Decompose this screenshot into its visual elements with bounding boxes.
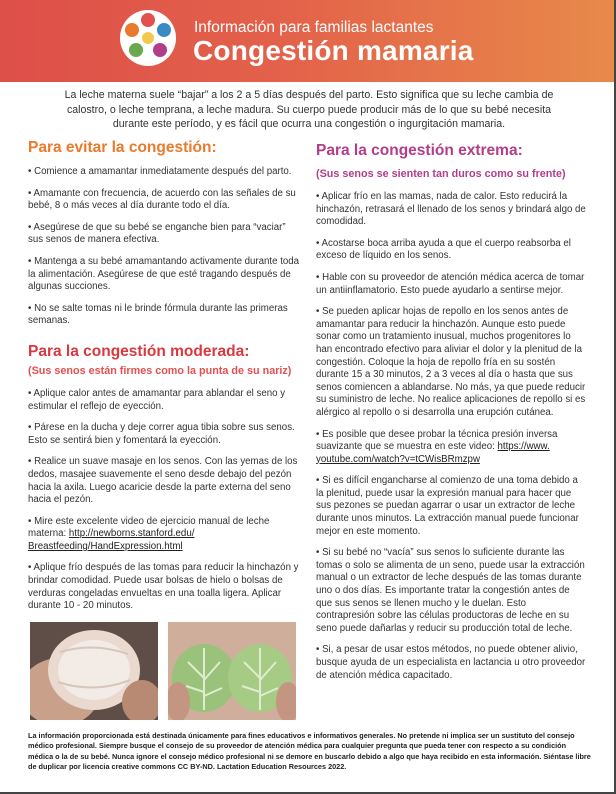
ice-pack-photo bbox=[30, 622, 158, 720]
avoid-item: • Mantenga a su bebé amamantando activamente durante toda la alimentación. Asegúrese de que esté tragando después de algunas succiones. bbox=[28, 255, 300, 293]
reverse-pressure-video-link[interactable]: https://www. youtube.com/watch?v=tCWisBRmzpw bbox=[316, 441, 550, 465]
extreme-video-text: • Es posible que desee probar la técnica presión inversa suavizante que se muestra en este video: bbox=[316, 428, 558, 453]
header-subtitle: Información para familias lactantes bbox=[194, 19, 434, 36]
intro-paragraph: La leche materna suele “bajar” a los 2 a 5 días después del parto. Esto significa que su leche cambia de calostro, o leche temprana, a leche madura. Su cuerpo puede producir más de lo que su bebé necesita durante este período, y es fácil que ocurra una congestión o ingurgitación mamaria. bbox=[64, 89, 554, 130]
extreme-item: • Hable con su proveedor de atención médica acerca de tomar un antiinflamatorio. Esto puede ayudarlo a sentirse mejor. bbox=[316, 271, 585, 296]
moderate-subheading: (Sus senos están firmes como la punta de su nariz) bbox=[28, 364, 292, 377]
moderate-item: • Párese en la ducha y deje correr agua tibia sobre sus senos. Esto se sentirá bien y fomentará la eyección. bbox=[28, 422, 295, 446]
avoid-heading: Para evitar la congestión: bbox=[28, 139, 217, 156]
extreme-video-item bbox=[316, 429, 586, 467]
avoid-item: • Amamante con frecuencia, de acuerdo con las señales de su bebé, 8 o más veces al día durante todo el día. bbox=[28, 187, 296, 212]
moderate-item: • Aplique frío después de las tomas para reducir la hinchazón y brindar comodidad. Puede usar bolsas de hielo o bolsas de verduras congeladas envueltas en una toalla ligera. Aplicar durante 10 - 20 minutos. bbox=[28, 562, 299, 612]
extreme-heading: Para la congestión extrema: bbox=[316, 142, 523, 159]
moderate-item: • Aplique calor antes de amamantar para ablandar el seno y estimular el reflejo de eyección. bbox=[28, 387, 286, 412]
photo-strip bbox=[30, 622, 298, 720]
moderate-video-text: • Mire este excelente video de ejercicio manual de leche materna: bbox=[28, 515, 270, 540]
moderate-video-item bbox=[28, 516, 300, 554]
left-column bbox=[28, 138, 300, 613]
extreme-item: • Aplicar frío en las mamas, nada de calor. Esto reducirá la hinchazón, retrasará el llenado de los senos y brindará algo de comodidad. bbox=[316, 191, 586, 228]
cabbage-leaves-photo bbox=[168, 622, 296, 720]
disclaimer-footer: La información proporcionada está destinada únicamente para fines educativos e informativos generales. No pretende ni implica ser un sustituto del consejo médico profesional. Siempre busque el consejo de su proveedor de atención médica para cualquier pregunta que pueda tener con respecto a su condición médica o la de su bebé. Nunca ignore el consejo médico profesional ni se demore en buscarlo debido a algo que haya recibido en esta información. Siéntase libre de duplicar por licencia creative commons CC BY-ND. Lactation Education Resources 2022. bbox=[28, 731, 591, 771]
lactation-logo-icon bbox=[118, 8, 178, 68]
right-column bbox=[316, 141, 586, 682]
extreme-item: • Si es difícil engancharse al comienzo de una toma debido a la plenitud, puede usar la expresión manual para hacer que sus pezones se puedan agarrar o usar un extractor de leche durante unos minutos. La extracción manual puede funcionar mejor en este momento. bbox=[316, 475, 579, 537]
avoid-item: • No se salte tomas ni le brinde fórmula durante las primeras semanas. bbox=[28, 302, 288, 327]
page-title: Congestión mamaria bbox=[193, 35, 474, 66]
moderate-heading: Para la congestión moderada: bbox=[28, 342, 250, 360]
hand-expression-link[interactable]: http://newborns.stanford.edu/ Breastfeeding/HandExpression.html bbox=[28, 528, 195, 552]
extreme-item: • Se pueden aplicar hojas de repollo en los senos antes de amamantar para reducir la hinchazón. Aunque esto puede sonar como un tratamiento inusual, muchos progenitores lo han encontrado efectivo para aliviar el dolor y la plenitud de la congestión. Coloque la hoja de repollo fría en su sostén durante 15 a 30 minutos, 2 a 3 veces al día o hasta que sus senos comiencen a ablandarse. No más, ya que puede reducir su suministro de leche. No realice aplicaciones de repollo si es alérgico al repollo o si desarrolla una erupción cutánea. bbox=[316, 306, 586, 418]
header-banner bbox=[0, 0, 616, 82]
extreme-item: • Si su bebé no “vacía” sus senos lo suficiente durante las tomas o solo se alimenta de un seno, puede usar la extracción manual o un extractor de leche después de las tomas durante uno o dos días. Es importante tratar la congestión antes de que sus senos se llenen mucho y le duelan. Esto contrapresión sobre las células productoras de leche en su seno puede dañarlas y reducir su producción total de leche. bbox=[316, 547, 585, 634]
avoid-item: • Comience a amamantar inmediatamente después del parto. bbox=[28, 166, 292, 177]
extreme-item: • Si, a pesar de usar estos métodos, no puede obtener alivio, busque ayuda de un especialista en lactancia u otro proveedor de atención médica capacitado. bbox=[316, 644, 586, 681]
extreme-item: • Acostarse boca arriba ayuda a que el cuerpo reabsorba el exceso de líquido en los senos. bbox=[316, 237, 571, 262]
avoid-item: • Asegúrese de que su bebé se enganche bien para “vaciar” sus senos de manera efectiva. bbox=[28, 221, 286, 246]
extreme-subheading: (Sus senos se sienten tan duros como su frente) bbox=[316, 168, 566, 180]
moderate-item: • Realice un suave masaje en los senos. Con las yemas de los dedos, masajee suavemente el seno desde debajo del pezón hacia la axila. Luego acaricie desde la parte externa del seno hacia el pezón. bbox=[28, 456, 298, 506]
